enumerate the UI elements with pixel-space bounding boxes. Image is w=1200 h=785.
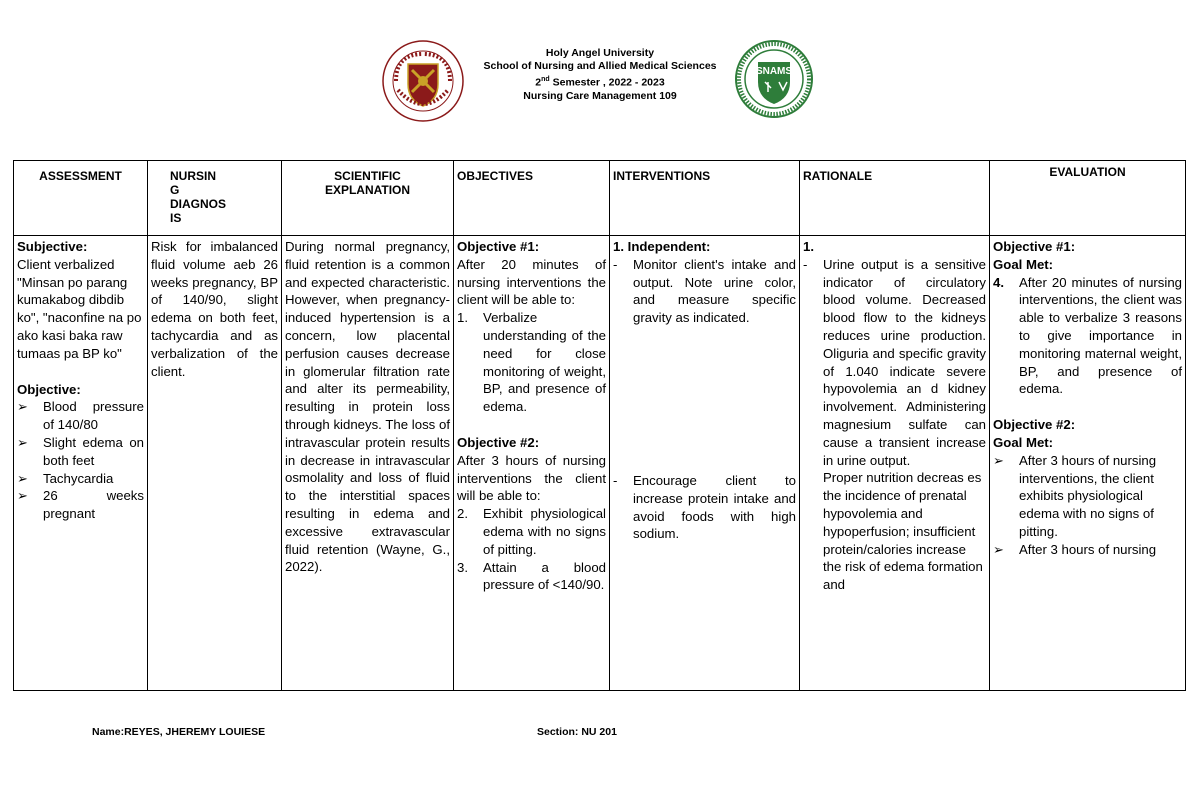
arrow-bullet-icon: ➢ (993, 452, 1005, 468)
nursing-care-plan-table (13, 160, 1186, 691)
rationale-number: 1. (803, 239, 814, 254)
evaluation-2-list (993, 452, 1182, 559)
objective-2-title: Objective #2: (457, 434, 540, 450)
snams-logo-text: SNAMS (755, 66, 793, 77)
objective-title: Objective: (17, 381, 81, 397)
list-item: ➢ After 3 hours of nursing (993, 541, 1157, 557)
course-name: Nursing Care Management 109 (523, 89, 677, 102)
header-rationale: RATIONALE (800, 161, 990, 236)
interventions-list (613, 256, 796, 543)
table-header-row (14, 161, 1186, 236)
objectives-cell (454, 236, 610, 691)
list-item: ➢ Blood pressure of 140/80 (17, 399, 144, 433)
rationale-cell (800, 236, 990, 691)
list-item: Proper nutrition decreas es the incidence of prenatal hypovolemia and hypoperfusion; insufficient protein/calories increase the risk of edema formation and (823, 470, 983, 593)
list-item: 4. After 20 minutes of nursing interventions, the client was able to verbalize 3 reasons to give importance in monitoring maternal weight, BP, and presence of edema. (993, 274, 1182, 397)
list-item: ➢ Slight edema on both feet (17, 434, 144, 468)
evaluation-objective-2-title: Objective #2: (993, 417, 1076, 433)
header-evaluation: EVALUATION (990, 161, 1186, 236)
goal-met-2: Goal Met: (993, 434, 1054, 450)
explanation-cell: During normal pregnancy, fluid retention is a common and expected characteristic. However, when pregnancy-induced hypertension is a concern, low placental perfusion causes decrease in glomerular filtration rate and alter its permeability, resulting in protein loss through kidneys. The loss of intravascular protein results in decrease in intravascular osmolality and loss of fluid to the interstitial spaces resulting in edema and excessive extravascular fluid retention (Wayne, G., 2022). (282, 236, 454, 691)
interventions-cell (610, 236, 800, 691)
table-row (14, 236, 1186, 691)
evaluation-cell (990, 236, 1186, 691)
objective-list (17, 398, 144, 523)
objective-1-title: Objective #1: (457, 239, 540, 254)
subjective-text: Client verbalized "Minsan po parang kumakabog dibdib ko", "naconfine na po ako kasi baka raw tumaas pa BP ko" (17, 256, 142, 361)
school-name: School of Nursing and Allied Medical Sciences (483, 60, 717, 72)
objective-1-list (457, 309, 606, 416)
list-item: - Encourage client to increase protein intake and avoid foods with high sodium. (613, 472, 796, 542)
semester-line: 2nd Semester , 2022 - 2023 (535, 76, 665, 89)
diagnosis-cell: Risk for imbalanced fluid volume aeb 26 weeks pregnancy, BP of 140/90, slight edema on both feet, tachycardia and as verbalization of the client. (148, 236, 282, 691)
list-item: ➢ After 3 hours of nursing interventions, the client exhibits physiological edema with no signs of pitting. (993, 452, 1157, 539)
arrow-bullet-icon: ➢ (17, 399, 29, 415)
objective-1-text: After 20 minutes of nursing interventions the client will be able to: (457, 256, 606, 308)
arrow-bullet-icon: ➢ (17, 470, 29, 486)
list-item: - Monitor client's intake and output. Note urine color, and measure specific gravity as indicated. (613, 256, 796, 326)
snams-seal-icon (735, 40, 813, 118)
list-item: 1. Verbalize understanding of the need for close monitoring of weight, BP, and presence of edema. (457, 310, 606, 415)
arrow-bullet-icon: ➢ (17, 434, 29, 450)
list-item: ➢ Tachycardia (17, 470, 114, 486)
header-objectives: OBJECTIVES (454, 161, 610, 236)
student-section: Section: NU 201 (537, 726, 617, 738)
holy-angel-university-seal-icon (382, 40, 464, 122)
objective-2-text: After 3 hours of nursing interventions the client will be able to: (457, 452, 606, 504)
list-item: - Urine output is a sensitive indicator of circulatory blood volume. Decreased blood flow to the kidneys reduces urine production. Oliguria and specific gravity of 1.040 indicate severe hypovolemia an d kidney involvement. Administering magnesium sulfate can cause a transient increase in urine output. (803, 256, 986, 468)
goal-met-1: Goal Met: (993, 256, 1054, 272)
arrow-bullet-icon: ➢ (17, 488, 29, 504)
header-interventions: INTERVENTIONS (610, 161, 800, 236)
header-nursing-diagnosis: NURSIN G DIAGNOS IS (148, 161, 282, 236)
header-text (460, 47, 740, 103)
objective-2-list (457, 505, 606, 594)
evaluation-1-list (993, 274, 1182, 399)
header-assessment: ASSESSMENT (14, 161, 148, 236)
header-scientific-explanation: SCIENTIFIC EXPLANATION (282, 161, 454, 236)
arrow-bullet-icon: ➢ (993, 541, 1005, 557)
assessment-cell (14, 236, 148, 691)
evaluation-objective-1-title: Objective #1: (993, 239, 1076, 254)
document-header (0, 0, 1200, 140)
subjective-title: Subjective: (17, 239, 88, 254)
student-name: Name:REYES, JHEREMY LOUIESE (92, 726, 266, 738)
interventions-title: 1. Independent: (613, 239, 711, 254)
university-name: Holy Angel University (545, 47, 655, 59)
rationale-list (803, 256, 986, 594)
list-item: ➢ 26 weeks pregnant (17, 488, 144, 522)
list-item: 3. Attain a blood pressure of <140/90. (457, 559, 606, 593)
list-item: 2. Exhibit physiological edema with no signs of pitting. (457, 506, 606, 557)
